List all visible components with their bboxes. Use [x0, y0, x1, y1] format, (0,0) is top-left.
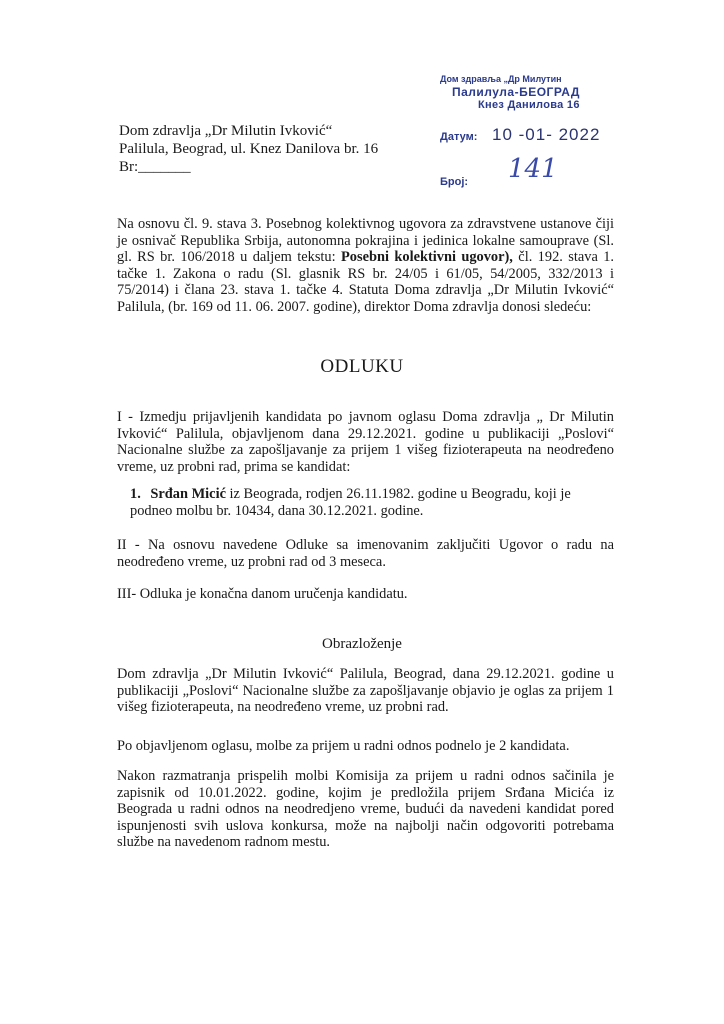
stamp-line-1: Дом здравља „Др Милутин	[440, 74, 562, 84]
preamble-text-1: Na osnovu čl. 9. stava 3. Posebnog kolektivnog ugovora za zdravstvene ustanove čiji je osnivač Republika Srbija, autonomna pokrajina i jedinica lokalne samouprave (Sl. gl. RS br. 106/2018 u daljem tekstu:	[117, 216, 614, 265]
document-title: ODLUKU	[320, 356, 404, 377]
candidate-details: iz Beograda, rodjen 26.11.1982. godine u Beogradu, koji je podneo molbu br. 10434, dana 30.12.2021. godine.	[130, 486, 571, 519]
reasoning-paragraph-2: Po objavljenom oglasu, molbe za prijem u radni odnos podnelo je 2 kandidata.	[117, 738, 570, 754]
sender-reference: Br:_______	[119, 159, 191, 175]
reasoning-paragraph-1: Dom zdravlja „Dr Milutin Ivković“ Palilula, Beograd, dana 29.12.2021. godine u publikaciji „Poslovi“ Nacionalne službe za zapošljavanje objavio je oglas za prijem 1 višeg fizioterapeuta, na neodređeno vreme, uz probni rad.	[117, 666, 614, 715]
preamble-text-2: čl. 192. stava 1. tačke 1. Zakona o radu (Sl. glasnik RS br. 24/05 i 61/05, 54/2005, 332/2013 i 75/2014) i člana 23. stava 1. tačke 4. Statuta Doma zdravlja „Dr Milutin Ivković“ Palilula, (br. 169 od 11. 06. 2007. godine), direktor Doma zdravlja donosi sledeću:	[117, 249, 615, 315]
reasoning-title: Obrazloženje	[322, 636, 402, 652]
sender-name: Dom zdravlja „Dr Milutin Ivković“	[119, 123, 333, 139]
stamp-line-3: Кнез Данилова 16	[478, 99, 580, 111]
sender-block	[119, 122, 378, 176]
section-3: III- Odluka je konačna danom uručenja kandidatu.	[117, 586, 408, 602]
stamp-number-handwritten: 141	[508, 154, 558, 184]
section-2: II - Na osnovu navedene Odluke sa imenovanim zaključiti Ugovor o radu na neodređeno vreme, uz probni rad od 3 meseca.	[117, 537, 614, 570]
sender-address: Palilula, Beograd, ul. Knez Danilova br. 16	[119, 141, 379, 157]
stamp-date-label: Датум:	[440, 131, 478, 143]
stamp-date-value: 10 -01- 2022	[492, 125, 601, 144]
preamble-paragraph	[117, 216, 614, 315]
section-1: I - Izmedju prijavljenih kandidata po javnom oglasu Doma zdravlja „ Dr Milutin Ivković“ Palilula, objavljenom dana 29.12.2021. godine u publikaciji „Poslovi“ Nacionalne službe za zapošljavanje za prijem 1 višeg fizioterapeuta na neodređeno vreme, uz probni rad, prima se kandidat:	[117, 409, 614, 475]
stamp-number-label: Број:	[440, 176, 469, 188]
candidate-number: 1.	[130, 486, 141, 502]
candidate-name: Srđan Micić	[150, 486, 226, 502]
stamp-line-2: Палилула-БЕОГРАД	[452, 85, 580, 99]
candidate-item	[130, 486, 610, 520]
reasoning-paragraph-3: Nakon razmatranja prispelih molbi Komisija za prijem u radni odnos sačinila je zapisnik od 10.01.2022. godine, kojim je predložila prijem Srđana Micića iz Beograda u radni odnos na neodredjeno vreme, budući da navedeni kandidat pored ispunjenosti svih uslova konkursa, može na najbolji način odgovoriti potrebama službe na navedenom radnom mestu.	[117, 768, 614, 850]
preamble-bold: Posebni kolektivni ugovor),	[341, 249, 513, 265]
